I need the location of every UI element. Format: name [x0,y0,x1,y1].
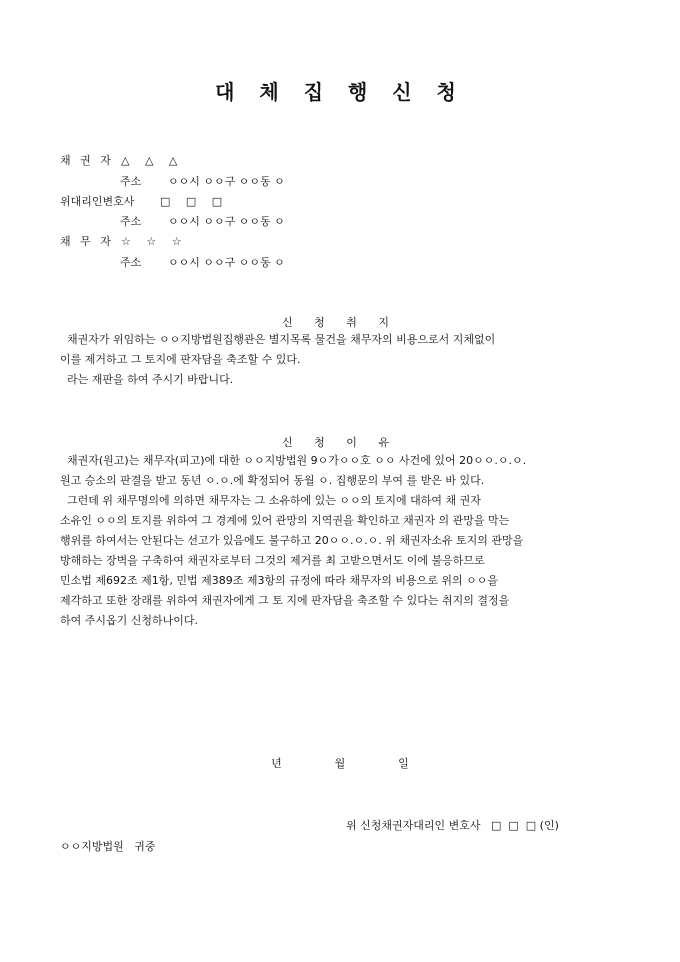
purpose-line: 라는 재판을 하여 주시기 바랍니다. [60,373,234,386]
date-day: 일 [398,757,409,770]
agent-label: 위대리인변호사 [60,195,135,208]
creditor-address: ㅇㅇ시 ㅇㅇ구 ㅇㅇ동 ㅇ [168,175,285,188]
reasons-line: 그런데 위 채무명의에 의하면 채무자는 그 소유하에 있는 ㅇㅇ의 토지에 대하여 채 권자 [60,494,481,507]
reasons-line: 하여 주시옵기 신청하나이다. [60,614,199,627]
purpose-line: 채권자가 위임하는 ㅇㅇ지방법원집행관은 별지목록 물건을 채무자의 비용으로서 지체없이 [60,333,496,346]
purpose-heading: 신 청 취 지 [282,316,398,329]
date-year: 년 [271,757,282,770]
reasons-line: 채권자(원고)는 채무자(피고)에 대한 ㅇㅇ지방법원 9ㅇ가ㅇㅇ호 ㅇㅇ 사건에 있어 20ㅇㅇ.ㅇ.ㅇ. [60,454,527,467]
creditor-address-label: 주소 [120,175,142,188]
reasons-line: 제각하고 또한 장래를 위하여 채권자에게 그 토 지에 판자담을 축조할 수 있다는 취지의 결정을 [60,594,510,607]
reasons-line: 소유인 ㅇㅇ의 토지를 위하여 그 경계에 있어 관망의 지역권을 확인하고 채권자 의 관망을 막는 [60,514,510,527]
debtor-address-label: 주소 [120,256,142,269]
creditor-label: 채 권 자 [60,154,114,167]
debtor-label: 채 무 자 [60,235,114,248]
reasons-heading: 신 청 이 유 [282,436,398,449]
purpose-line: 이를 제거하고 그 토지에 판자담을 축조할 수 있다. [60,353,301,366]
agent-address: ㅇㅇ시 ㅇㅇ구 ㅇㅇ동 ㅇ [168,215,285,228]
agent-address-label: 주소 [120,215,142,228]
reasons-line: 행위를 하여서는 안된다는 선고가 있음에도 불구하고 20ㅇㅇ.ㅇ.ㅇ. 위 채권자소유 토지의 관망을 [60,534,524,547]
agent-name: □ □ □ [160,195,229,208]
reasons-line: 원고 승소의 판결을 받고 동년 ㅇ.ㅇ.에 확정되어 동월 ㅇ. 집행문의 부여 를 받은 바 있다. [60,474,485,487]
signature-line: 위 신청채권자대리인 변호사 □ □ □ (인) [346,819,559,832]
court-addressee: ㅇㅇ지방법원 귀중 [60,840,156,853]
reasons-line: 민소법 제692조 제1항, 민법 제389조 제3항의 규정에 따라 채무자의 비용으로 위의 ㅇㅇ을 [60,574,498,587]
document-title: 대 체 집 행 신 청 [215,80,465,104]
debtor-address: ㅇㅇ시 ㅇㅇ구 ㅇㅇ동 ㅇ [168,256,285,269]
date-line [0,757,680,771]
reasons-body [60,451,622,631]
creditor-name: △ △ △ [121,154,184,167]
debtor-name: ☆ ☆ ☆ [121,235,188,248]
date-month: 월 [334,757,346,770]
reasons-line: 방해하는 장벽을 구축하여 채권자로부터 그것의 제거를 최 고받으면서도 이에 불응하므로 [60,554,485,567]
purpose-body [60,330,622,390]
